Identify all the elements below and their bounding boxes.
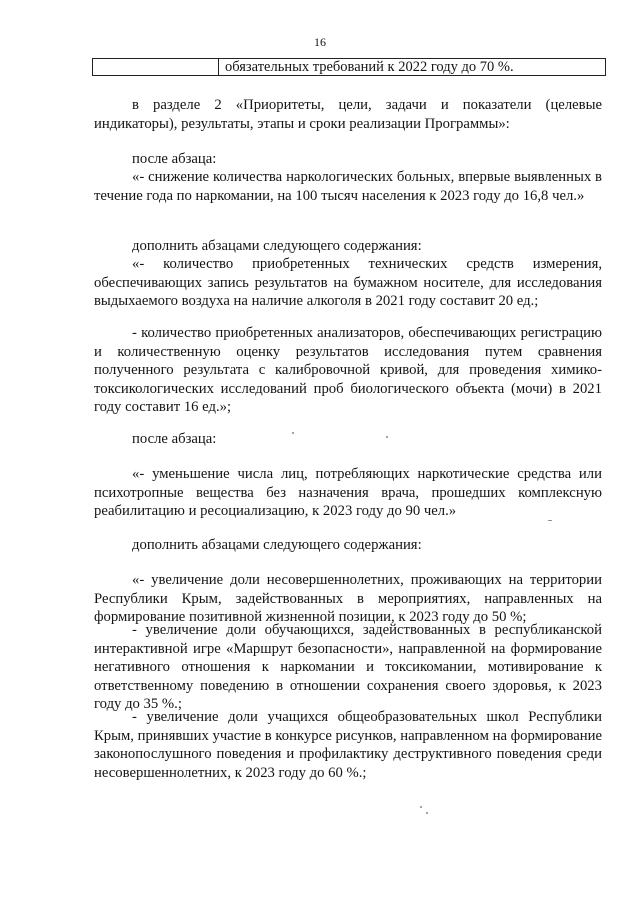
scan-speck (292, 432, 294, 434)
paragraph-indicator-drawing-contest: - увеличение доли учащихся общеобразовательных школ Республики Крым, принявших участие в конкурсе рисунков, направленном на формирование законопослушного поведения и профилактику деструктивного поведения среди несовершеннолетних, к 2023 году до 60 %.; (94, 709, 602, 781)
page-number: 16 (314, 35, 326, 49)
scan-speck (420, 806, 422, 808)
paragraph-quoted-indicator-2: «- уменьшение числа лиц, потребляющих наркотические средства или психотропные вещества без назначения врача, прошедших комплексную реабилитацию и ресоциализацию, к 2023 году до 90 чел.» (94, 466, 602, 519)
paragraph-quoted-indicator-1: «- снижение количества наркологических больных, впервые выявленных в течение года по наркомании, на 100 тысяч населения к 2023 году до 16,8 чел.» (94, 169, 602, 204)
scan-speck (426, 812, 428, 814)
paragraph-indicator-students-game: - увеличение доли обучающихся, задействованных в республиканской интерактивной игре «Маршрут безопасности», направленной на формирование негативного отношения к наркомании и токсикомании, мотивирование к ответственному поведению в отношении сохранения своего здоровья, к 2023 году до 35 %.; (94, 622, 602, 712)
scan-speck (548, 520, 552, 521)
paragraph-indicator-analyzers: - количество приобретенных анализаторов, обеспечивающих регистрацию и количественную оценку результатов исследования путем сравнения полученного результата с калибровочной кривой, для проведения химико-токсикологических исследований проб биологического объекта (мочи) в 2021 году составит 16 ед.»; (94, 325, 602, 415)
table-row (92, 58, 606, 76)
paragraph-after-clause-1: после абзаца: (132, 151, 217, 167)
table-cell-left (93, 59, 219, 75)
paragraph-supplement-clause-2: дополнить абзацами следующего содержания: (132, 537, 422, 553)
paragraph-indicator-breath-devices: «- количество приобретенных технических средств измерения, обеспечивающих запись результатов на бумажном носителе, для исследования выдыхаемого воздуха на наличие алкоголя в 2021 году составит 20 ед.; (94, 256, 602, 309)
table-cell-right: обязательных требований к 2022 году до 70 %. (225, 59, 514, 75)
paragraph-after-clause-2: после абзаца: (132, 431, 217, 447)
paragraph-indicator-minors: «- увеличение доли несовершеннолетних, проживающих на территории Республики Крым, задействованных в мероприятиях, направленных на формирование позитивной жизненной позиции, к 2023 году до 50 %; (94, 572, 602, 625)
paragraph-section-intro: в разделе 2 «Приоритеты, цели, задачи и показатели (целевые индикаторы), результаты, этапы и сроки реализации Программы»: (94, 97, 602, 132)
paragraph-supplement-clause-1: дополнить абзацами следующего содержания: (132, 238, 422, 254)
scan-speck (386, 436, 388, 438)
